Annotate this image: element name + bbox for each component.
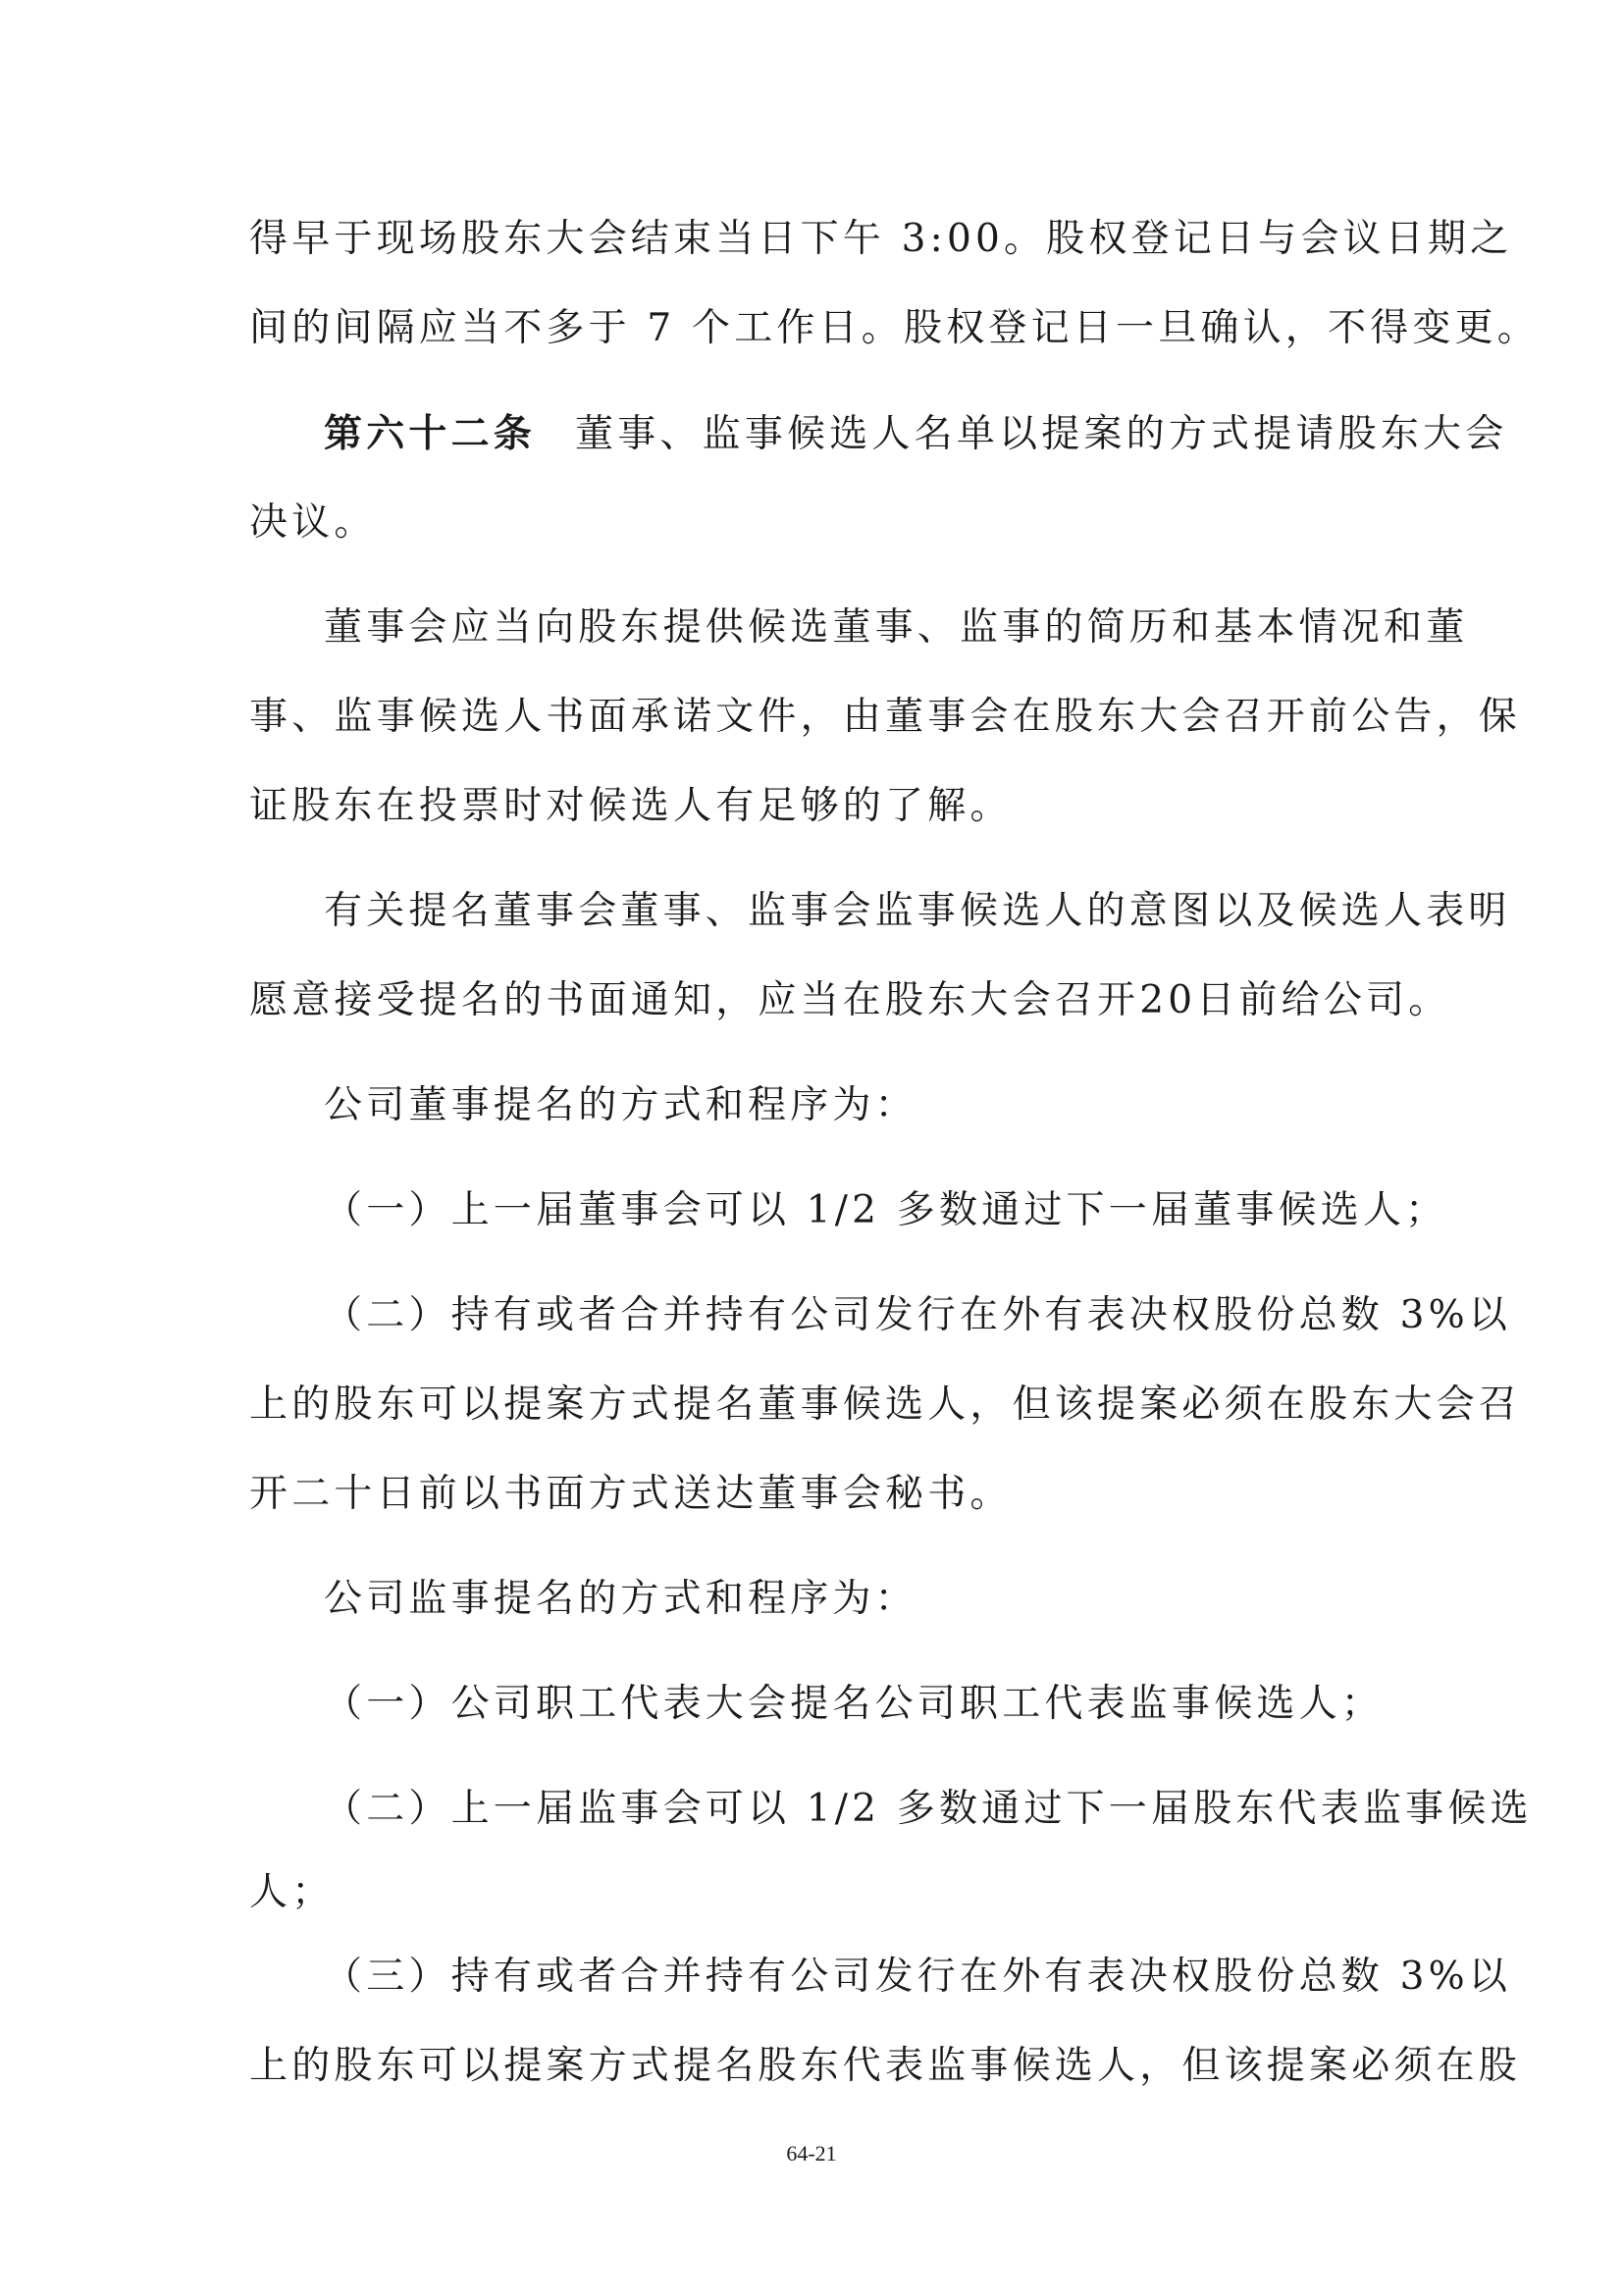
paragraph-line: （一）上一届董事会可以 1/2 多数通过下一届董事候选人； [324,1188,1448,1232]
paragraph-line: （三）持有或者合并持有公司发行在外有表决权股份总数 3%以 [324,1955,1512,1999]
paragraph-line: 董事会应当向股东提供候选董事、监事的简历和基本情况和董 [324,605,1469,650]
article-62-line [324,410,1508,457]
paragraph-line: 上的股东可以提案方式提名股东代表监事候选人，但该提案必须在股 [249,2044,1522,2088]
paragraph-line: 得早于现场股东大会结束当日下午 3:00。股权登记日与会议日期之 [249,217,1513,261]
paragraph-line: （二）上一届监事会可以 1/2 多数通过下一届股东代表监事候选 [324,1787,1533,1831]
article-62-title: 第六十二条 [324,411,537,456]
paragraph-line: 决议。 [249,500,377,545]
page-number: 64-21 [786,2141,837,2166]
paragraph-line: 公司监事提名的方式和程序为： [324,1577,917,1621]
paragraph-line: 间的间隔应当不多于 7 个工作日。股权登记日一旦确认，不得变更。 [249,306,1541,350]
paragraph-line: 事、监事候选人书面承诺文件，由董事会在股东大会召开前公告，保 [249,695,1522,739]
paragraph-line: 愿意接受提名的书面通知，应当在股东大会召开20日前给公司。 [249,978,1451,1022]
paragraph-line: 证股东在投票时对候选人有足够的了解。 [249,784,1013,828]
paragraph-line: 有关提名董事会董事、监事会监事候选人的意图以及候选人表明 [324,889,1511,933]
paragraph-line: （二）持有或者合并持有公司发行在外有表决权股份总数 3%以 [324,1293,1512,1337]
paragraph-line: 公司董事提名的方式和程序为： [324,1083,917,1127]
paragraph-line: 人； [249,1870,335,1914]
article-62-text: 董事、监事候选人名单以提案的方式提请股东大会 [575,412,1508,456]
paragraph-line: 开二十日前以书面方式送达董事会秘书。 [249,1472,1013,1516]
paragraph-line: （一）公司职工代表大会提名公司职工代表监事候选人； [324,1682,1385,1726]
paragraph-line: 上的股东可以提案方式提名董事候选人，但该提案必须在股东大会召 [249,1383,1522,1427]
